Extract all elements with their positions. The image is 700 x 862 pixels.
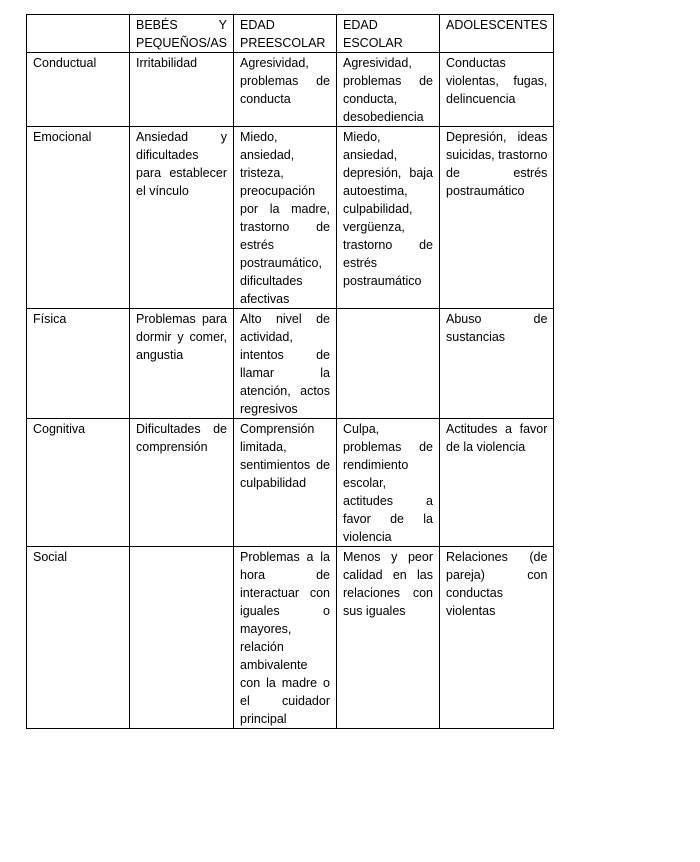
table-cell: Comprensión limitada, sentimientos de culpabilidad <box>234 419 337 547</box>
table-cell: Dificultades de comprensión <box>130 419 234 547</box>
header-cell-adolescents: ADOLESCENTES <box>440 15 554 53</box>
table-cell: Agresividad, problemas de conducta, desobediencia <box>337 53 440 127</box>
table-cell: Ansiedad y dificultades para establecer el vínculo <box>130 127 234 309</box>
table-cell: Problemas a la hora de interactuar con iguales o mayores, relación ambivalente con la madre o el cuidador principal <box>234 547 337 729</box>
row-label: Emocional <box>27 127 130 309</box>
row-label: Conductual <box>27 53 130 127</box>
table-row <box>27 547 554 729</box>
row-label: Cognitiva <box>27 419 130 547</box>
row-label: Social <box>27 547 130 729</box>
header-cell-school: EDAD ESCOLAR <box>337 15 440 53</box>
table-cell: Culpa, problemas de rendimiento escolar, actitudes a favor de la violencia <box>337 419 440 547</box>
table-cell: Abuso de sustancias <box>440 309 554 419</box>
header-cell-preschool: EDAD PREESCOLAR <box>234 15 337 53</box>
table-cell: Alto nivel de actividad, intentos de llamar la atención, actos regresivos <box>234 309 337 419</box>
table-cell: Irritabilidad <box>130 53 234 127</box>
table-cell: Relaciones (de pareja) con conductas violentas <box>440 547 554 729</box>
table-cell: Agresividad, problemas de conducta <box>234 53 337 127</box>
table-row <box>27 127 554 309</box>
table-row <box>27 53 554 127</box>
table-cell: Problemas para dormir y comer, angustia <box>130 309 234 419</box>
header-cell-babies: BEBÉS Y PEQUEÑOS/AS <box>130 15 234 53</box>
row-label: Física <box>27 309 130 419</box>
table-row <box>27 419 554 547</box>
header-cell-blank <box>27 15 130 53</box>
table-cell: Actitudes a favor de la violencia <box>440 419 554 547</box>
table-row <box>27 309 554 419</box>
table-cell: Miedo, ansiedad, tristeza, preocupación por la madre, trastorno de estrés postraumático, dificultades afectivas <box>234 127 337 309</box>
table-header-row <box>27 15 554 53</box>
table-cell: Miedo, ansiedad, depresión, baja autoestima, culpabilidad, vergüenza, trastorno de estrés postraumático <box>337 127 440 309</box>
table-cell: Depresión, ideas suicidas, trastorno de estrés postraumático <box>440 127 554 309</box>
symptoms-table <box>26 14 554 729</box>
table-cell: Conductas violentas, fugas, delincuencia <box>440 53 554 127</box>
table-cell <box>337 309 440 419</box>
table-cell <box>130 547 234 729</box>
table-cell: Menos y peor calidad en las relaciones con sus iguales <box>337 547 440 729</box>
